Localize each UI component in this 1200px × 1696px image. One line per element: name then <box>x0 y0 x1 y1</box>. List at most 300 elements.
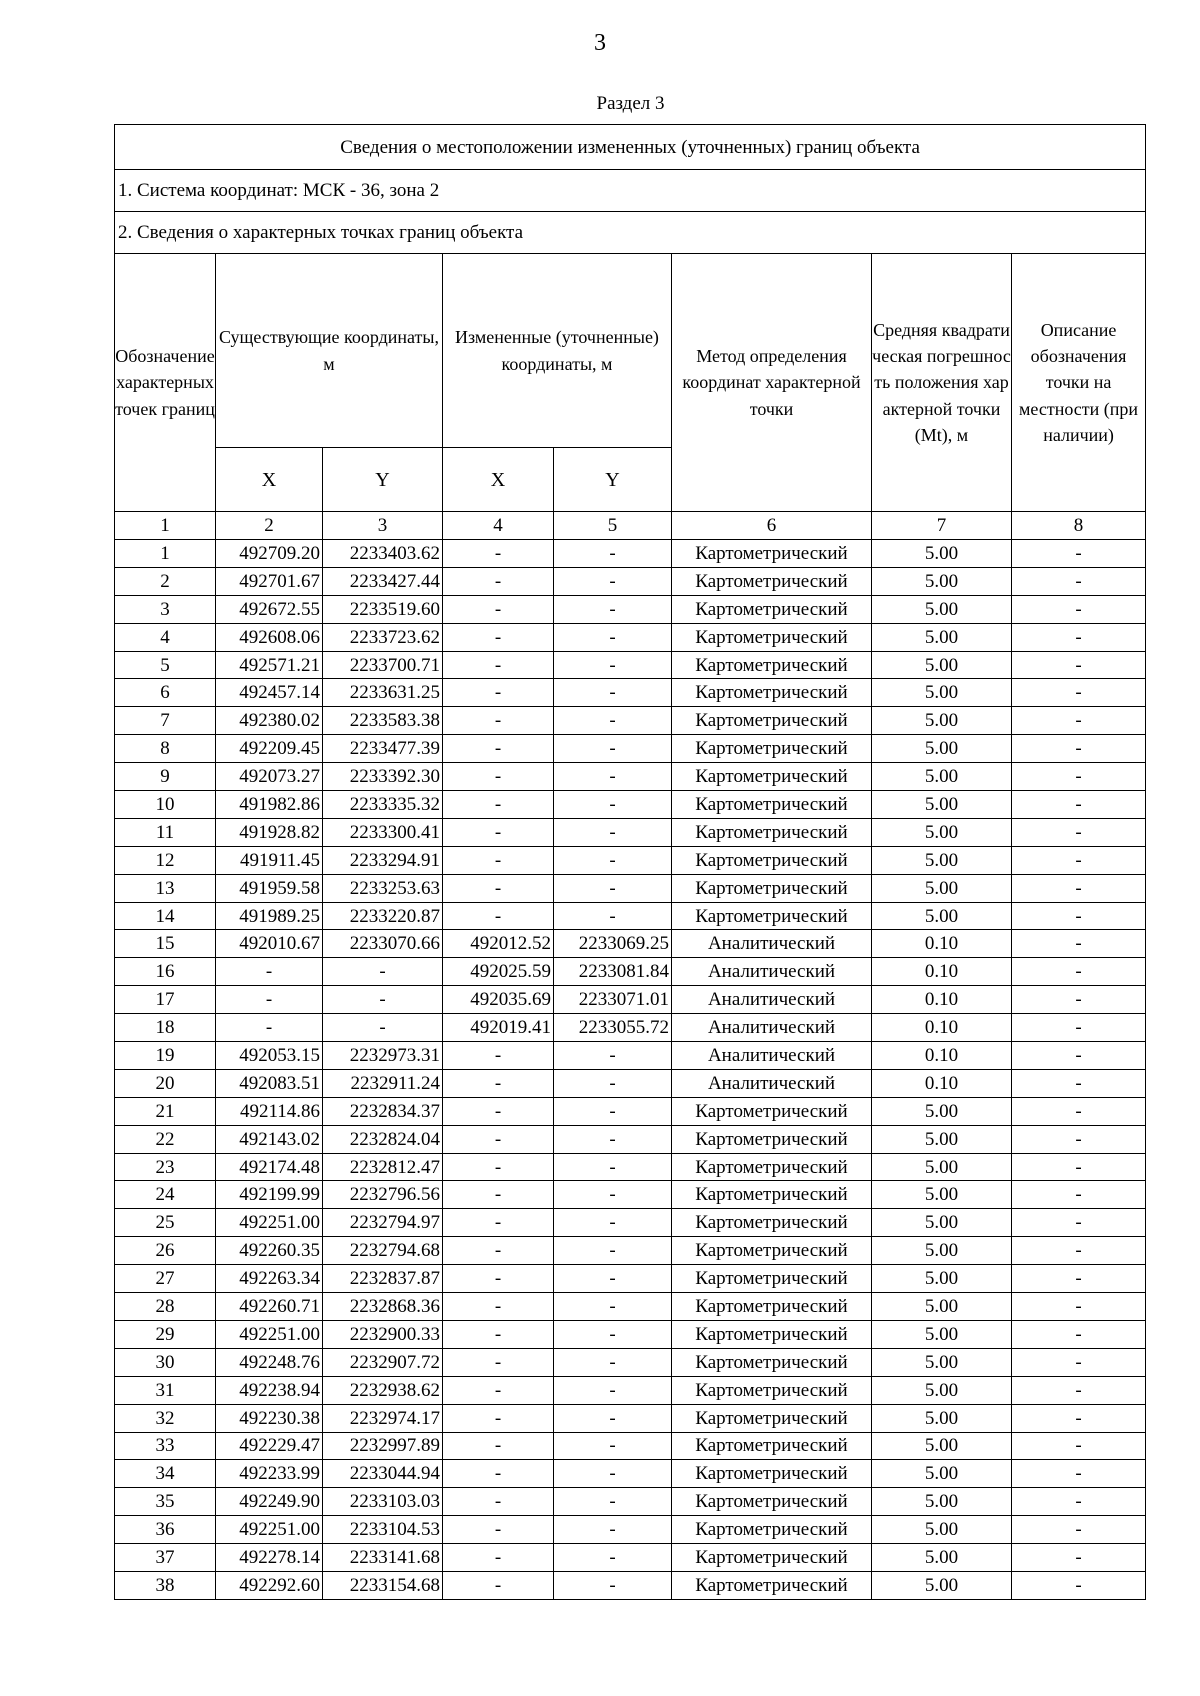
method-cell: Картометрический <box>672 1460 872 1488</box>
table-body <box>115 125 1146 540</box>
method-cell: Картометрический <box>672 1181 872 1209</box>
changed-y-cell: - <box>554 1042 672 1070</box>
point-number-cell: 5 <box>115 651 216 679</box>
table-row <box>115 958 1146 986</box>
column-number: 5 <box>554 512 672 540</box>
existing-y-cell: 2232794.97 <box>323 1209 443 1237</box>
column-number: 2 <box>216 512 323 540</box>
mean-error-cell: 5.00 <box>872 1320 1012 1348</box>
table-row <box>115 1488 1146 1516</box>
changed-x-cell: - <box>443 1181 554 1209</box>
changed-y-cell: - <box>554 595 672 623</box>
changed-x-cell: - <box>443 1432 554 1460</box>
description-cell: - <box>1012 567 1146 595</box>
description-cell: - <box>1012 1097 1146 1125</box>
method-cell: Картометрический <box>672 1320 872 1348</box>
description-cell: - <box>1012 791 1146 819</box>
table-row <box>115 1348 1146 1376</box>
changed-y-cell: - <box>554 735 672 763</box>
changed-x-cell: - <box>443 707 554 735</box>
point-number-cell: 30 <box>115 1348 216 1376</box>
existing-x-cell: 492248.76 <box>216 1348 323 1376</box>
existing-y-cell: 2233519.60 <box>323 595 443 623</box>
header-method: Метод определения координат характерной точки <box>672 254 872 512</box>
column-number: 1 <box>115 512 216 540</box>
method-cell: Картометрический <box>672 874 872 902</box>
mean-error-cell: 5.00 <box>872 595 1012 623</box>
description-cell: - <box>1012 958 1146 986</box>
description-cell: - <box>1012 818 1146 846</box>
method-cell: Аналитический <box>672 1014 872 1042</box>
mean-error-cell: 5.00 <box>872 874 1012 902</box>
existing-x-cell: 492083.51 <box>216 1069 323 1097</box>
changed-x-cell: - <box>443 1153 554 1181</box>
changed-x-cell: - <box>443 1544 554 1572</box>
method-cell: Картометрический <box>672 1432 872 1460</box>
existing-x-cell: - <box>216 986 323 1014</box>
existing-y-cell: 2232812.47 <box>323 1153 443 1181</box>
point-number-cell: 4 <box>115 623 216 651</box>
changed-x-cell: - <box>443 791 554 819</box>
changed-y-cell: - <box>554 1432 672 1460</box>
mean-error-cell: 0.10 <box>872 958 1012 986</box>
changed-x-cell: - <box>443 1097 554 1125</box>
table-row <box>115 763 1146 791</box>
table-row <box>115 818 1146 846</box>
method-cell: Аналитический <box>672 958 872 986</box>
table-title: Сведения о местоположении измененных (уточненных) границ объекта <box>115 125 1146 170</box>
table-row <box>115 1376 1146 1404</box>
point-number-cell: 19 <box>115 1042 216 1070</box>
existing-x-cell: 492249.90 <box>216 1488 323 1516</box>
table-row <box>115 1014 1146 1042</box>
existing-x-cell: 492199.99 <box>216 1181 323 1209</box>
point-number-cell: 24 <box>115 1181 216 1209</box>
table-row <box>115 1125 1146 1153</box>
existing-x-cell: 492380.02 <box>216 707 323 735</box>
mean-error-cell: 5.00 <box>872 1544 1012 1572</box>
description-cell: - <box>1012 1404 1146 1432</box>
table-row <box>115 986 1146 1014</box>
changed-x-cell: - <box>443 1125 554 1153</box>
mean-error-cell: 0.10 <box>872 1014 1012 1042</box>
description-cell: - <box>1012 1153 1146 1181</box>
existing-y-cell: 2233583.38 <box>323 707 443 735</box>
table-row <box>115 1293 1146 1321</box>
mean-error-cell: 5.00 <box>872 1571 1012 1599</box>
point-number-cell: 11 <box>115 818 216 846</box>
existing-x-cell: 491959.58 <box>216 874 323 902</box>
existing-y-cell: 2233427.44 <box>323 567 443 595</box>
method-cell: Аналитический <box>672 986 872 1014</box>
table-row <box>115 707 1146 735</box>
changed-x-cell: - <box>443 1293 554 1321</box>
changed-x-cell: - <box>443 567 554 595</box>
description-cell: - <box>1012 623 1146 651</box>
existing-y-cell: 2233335.32 <box>323 791 443 819</box>
column-numbers-row <box>115 512 1146 540</box>
changed-y-cell: - <box>554 1097 672 1125</box>
description-cell: - <box>1012 1516 1146 1544</box>
existing-x-cell: - <box>216 1014 323 1042</box>
existing-x-cell: 492278.14 <box>216 1544 323 1572</box>
method-cell: Картометрический <box>672 763 872 791</box>
existing-y-cell: - <box>323 958 443 986</box>
mean-error-cell: 5.00 <box>872 567 1012 595</box>
mean-error-cell: 5.00 <box>872 623 1012 651</box>
existing-y-cell: 2232900.33 <box>323 1320 443 1348</box>
existing-y-cell: 2232997.89 <box>323 1432 443 1460</box>
existing-x-cell: 492209.45 <box>216 735 323 763</box>
changed-x-cell: - <box>443 1348 554 1376</box>
changed-y-cell: - <box>554 1376 672 1404</box>
mean-error-cell: 5.00 <box>872 540 1012 568</box>
table-row <box>115 874 1146 902</box>
point-number-cell: 21 <box>115 1097 216 1125</box>
changed-y-cell: 2233081.84 <box>554 958 672 986</box>
table-row <box>115 1571 1146 1599</box>
existing-y-cell: 2233141.68 <box>323 1544 443 1572</box>
mean-error-cell: 5.00 <box>872 846 1012 874</box>
description-cell: - <box>1012 1488 1146 1516</box>
changed-x-cell: - <box>443 1376 554 1404</box>
changed-x-cell: - <box>443 818 554 846</box>
header-mean-error: Средняя квадратическая погрешность положения характерной точки (Mt), м <box>872 254 1012 512</box>
point-number-cell: 35 <box>115 1488 216 1516</box>
point-number-cell: 10 <box>115 791 216 819</box>
existing-y-cell: 2233723.62 <box>323 623 443 651</box>
mean-error-cell: 0.10 <box>872 930 1012 958</box>
existing-y-cell: 2232907.72 <box>323 1348 443 1376</box>
existing-y-cell: 2232868.36 <box>323 1293 443 1321</box>
header-changed-coordinates: Измененные (уточненные) координаты, м <box>443 254 672 448</box>
table-row <box>115 651 1146 679</box>
changed-y-cell: - <box>554 1265 672 1293</box>
existing-x-cell: 492053.15 <box>216 1042 323 1070</box>
changed-y-cell: - <box>554 707 672 735</box>
existing-y-cell: 2232794.68 <box>323 1237 443 1265</box>
mean-error-cell: 5.00 <box>872 1125 1012 1153</box>
existing-y-cell: 2233403.62 <box>323 540 443 568</box>
changed-x-cell: - <box>443 679 554 707</box>
changed-y-cell: - <box>554 1571 672 1599</box>
existing-x-cell: 492263.34 <box>216 1265 323 1293</box>
changed-y-cell: - <box>554 1209 672 1237</box>
changed-y-cell: - <box>554 1237 672 1265</box>
column-number: 3 <box>323 512 443 540</box>
method-cell: Картометрический <box>672 1516 872 1544</box>
changed-y-cell: - <box>554 846 672 874</box>
changed-y-cell: - <box>554 679 672 707</box>
header-changed-x: X <box>443 448 554 512</box>
existing-y-cell: 2233103.03 <box>323 1488 443 1516</box>
existing-x-cell: 492010.67 <box>216 930 323 958</box>
description-cell: - <box>1012 1544 1146 1572</box>
existing-x-cell: 492701.67 <box>216 567 323 595</box>
table-row <box>115 902 1146 930</box>
point-number-cell: 13 <box>115 874 216 902</box>
existing-x-cell: 492229.47 <box>216 1432 323 1460</box>
point-number-cell: 27 <box>115 1265 216 1293</box>
existing-y-cell: 2233044.94 <box>323 1460 443 1488</box>
header-existing-coordinates: Существующие координаты, м <box>216 254 443 448</box>
description-cell: - <box>1012 1376 1146 1404</box>
method-cell: Картометрический <box>672 1237 872 1265</box>
point-number-cell: 33 <box>115 1432 216 1460</box>
existing-x-cell: 492571.21 <box>216 651 323 679</box>
changed-x-cell: - <box>443 846 554 874</box>
description-cell: - <box>1012 1460 1146 1488</box>
point-number-cell: 12 <box>115 846 216 874</box>
description-cell: - <box>1012 1320 1146 1348</box>
description-cell: - <box>1012 679 1146 707</box>
header-existing-y: Y <box>323 448 443 512</box>
description-cell: - <box>1012 1432 1146 1460</box>
table-row <box>115 595 1146 623</box>
method-cell: Картометрический <box>672 902 872 930</box>
changed-x-cell: - <box>443 623 554 651</box>
method-cell: Картометрический <box>672 567 872 595</box>
header-existing-x: X <box>216 448 323 512</box>
changed-y-cell: - <box>554 1181 672 1209</box>
changed-y-cell: - <box>554 1069 672 1097</box>
existing-y-cell: 2233104.53 <box>323 1516 443 1544</box>
mean-error-cell: 5.00 <box>872 1293 1012 1321</box>
point-number-cell: 2 <box>115 567 216 595</box>
existing-y-cell: 2232973.31 <box>323 1042 443 1070</box>
existing-x-cell: 492114.86 <box>216 1097 323 1125</box>
changed-y-cell: - <box>554 1544 672 1572</box>
existing-x-cell: 491982.86 <box>216 791 323 819</box>
mean-error-cell: 5.00 <box>872 1209 1012 1237</box>
point-number-cell: 16 <box>115 958 216 986</box>
changed-x-cell: - <box>443 595 554 623</box>
changed-y-cell: - <box>554 763 672 791</box>
table-row <box>115 1320 1146 1348</box>
existing-x-cell: 492143.02 <box>216 1125 323 1153</box>
mean-error-cell: 5.00 <box>872 902 1012 930</box>
existing-x-cell: 492230.38 <box>216 1404 323 1432</box>
mean-error-cell: 5.00 <box>872 1516 1012 1544</box>
header-point-designation: Обозначение характерных точек границ <box>115 254 216 512</box>
mean-error-cell: 5.00 <box>872 735 1012 763</box>
existing-y-cell: 2232824.04 <box>323 1125 443 1153</box>
table-row <box>115 1432 1146 1460</box>
mean-error-cell: 5.00 <box>872 651 1012 679</box>
mean-error-cell: 5.00 <box>872 763 1012 791</box>
mean-error-cell: 0.10 <box>872 986 1012 1014</box>
table-row <box>115 623 1146 651</box>
changed-y-cell: - <box>554 1153 672 1181</box>
point-number-cell: 32 <box>115 1404 216 1432</box>
table-row <box>115 735 1146 763</box>
mean-error-cell: 5.00 <box>872 1348 1012 1376</box>
method-cell: Аналитический <box>672 1042 872 1070</box>
method-cell: Картометрический <box>672 818 872 846</box>
point-number-cell: 8 <box>115 735 216 763</box>
point-number-cell: 18 <box>115 1014 216 1042</box>
description-cell: - <box>1012 1237 1146 1265</box>
point-number-cell: 22 <box>115 1125 216 1153</box>
description-cell: - <box>1012 1014 1146 1042</box>
table-row <box>115 930 1146 958</box>
changed-x-cell: - <box>443 735 554 763</box>
mean-error-cell: 0.10 <box>872 1069 1012 1097</box>
changed-y-cell: - <box>554 623 672 651</box>
description-cell: - <box>1012 1069 1146 1097</box>
method-cell: Картометрический <box>672 846 872 874</box>
existing-y-cell: 2232834.37 <box>323 1097 443 1125</box>
point-number-cell: 28 <box>115 1293 216 1321</box>
changed-x-cell: - <box>443 874 554 902</box>
existing-y-cell: 2232911.24 <box>323 1069 443 1097</box>
existing-y-cell: 2233220.87 <box>323 902 443 930</box>
changed-y-cell: - <box>554 1293 672 1321</box>
method-cell: Картометрический <box>672 595 872 623</box>
existing-x-cell: 492073.27 <box>216 763 323 791</box>
coordinate-system: 1. Система координат: МСК - 36, зона 2 <box>115 170 1146 212</box>
point-number-cell: 34 <box>115 1460 216 1488</box>
table-row <box>115 1404 1146 1432</box>
mean-error-cell: 5.00 <box>872 1376 1012 1404</box>
description-cell: - <box>1012 1181 1146 1209</box>
method-cell: Картометрический <box>672 1097 872 1125</box>
point-number-cell: 25 <box>115 1209 216 1237</box>
point-number-cell: 15 <box>115 930 216 958</box>
mean-error-cell: 5.00 <box>872 1460 1012 1488</box>
point-number-cell: 38 <box>115 1571 216 1599</box>
mean-error-cell: 5.00 <box>872 679 1012 707</box>
changed-y-cell: - <box>554 567 672 595</box>
existing-y-cell: 2233070.66 <box>323 930 443 958</box>
description-cell: - <box>1012 1042 1146 1070</box>
section-label: Раздел 3 <box>596 93 665 114</box>
mean-error-cell: 5.00 <box>872 707 1012 735</box>
existing-x-cell: 492292.60 <box>216 1571 323 1599</box>
changed-y-cell: - <box>554 818 672 846</box>
point-number-cell: 9 <box>115 763 216 791</box>
method-cell: Картометрический <box>672 623 872 651</box>
existing-y-cell: 2233154.68 <box>323 1571 443 1599</box>
changed-x-cell: - <box>443 1237 554 1265</box>
method-cell: Картометрический <box>672 1404 872 1432</box>
point-number-cell: 37 <box>115 1544 216 1572</box>
description-cell: - <box>1012 540 1146 568</box>
table-row <box>115 540 1146 568</box>
description-cell: - <box>1012 846 1146 874</box>
changed-y-cell: - <box>554 1125 672 1153</box>
method-cell: Картометрический <box>672 1544 872 1572</box>
existing-y-cell: 2232796.56 <box>323 1181 443 1209</box>
existing-x-cell: 492251.00 <box>216 1209 323 1237</box>
method-cell: Картометрический <box>672 1571 872 1599</box>
header-changed-y: Y <box>554 448 672 512</box>
point-number-cell: 23 <box>115 1153 216 1181</box>
existing-y-cell: 2233300.41 <box>323 818 443 846</box>
method-cell: Картометрический <box>672 651 872 679</box>
changed-y-cell: - <box>554 1348 672 1376</box>
table-row <box>115 846 1146 874</box>
existing-x-cell: 492260.35 <box>216 1237 323 1265</box>
existing-y-cell: 2233253.63 <box>323 874 443 902</box>
description-cell: - <box>1012 930 1146 958</box>
changed-x-cell: - <box>443 1460 554 1488</box>
method-cell: Картометрический <box>672 1348 872 1376</box>
changed-x-cell: - <box>443 1516 554 1544</box>
table-row <box>115 791 1146 819</box>
mean-error-cell: 5.00 <box>872 1153 1012 1181</box>
point-number-cell: 17 <box>115 986 216 1014</box>
method-cell: Картометрический <box>672 791 872 819</box>
point-number-cell: 31 <box>115 1376 216 1404</box>
changed-x-cell: - <box>443 1069 554 1097</box>
description-cell: - <box>1012 902 1146 930</box>
mean-error-cell: 5.00 <box>872 1432 1012 1460</box>
description-cell: - <box>1012 651 1146 679</box>
column-number: 6 <box>672 512 872 540</box>
changed-x-cell: - <box>443 540 554 568</box>
description-cell: - <box>1012 1125 1146 1153</box>
point-number-cell: 7 <box>115 707 216 735</box>
column-number: 7 <box>872 512 1012 540</box>
point-number-cell: 36 <box>115 1516 216 1544</box>
existing-y-cell: - <box>323 1014 443 1042</box>
description-cell: - <box>1012 595 1146 623</box>
table-row <box>115 1516 1146 1544</box>
point-number-cell: 6 <box>115 679 216 707</box>
existing-x-cell: - <box>216 958 323 986</box>
changed-y-cell: 2233055.72 <box>554 1014 672 1042</box>
existing-y-cell: - <box>323 986 443 1014</box>
changed-x-cell: - <box>443 1042 554 1070</box>
table-row <box>115 679 1146 707</box>
changed-y-cell: - <box>554 1460 672 1488</box>
method-cell: Аналитический <box>672 930 872 958</box>
changed-y-cell: 2233069.25 <box>554 930 672 958</box>
point-number-cell: 14 <box>115 902 216 930</box>
page-number: 3 <box>594 30 606 56</box>
method-cell: Картометрический <box>672 1265 872 1293</box>
table-row <box>115 1237 1146 1265</box>
changed-x-cell: 492025.59 <box>443 958 554 986</box>
description-cell: - <box>1012 1348 1146 1376</box>
mean-error-cell: 5.00 <box>872 818 1012 846</box>
existing-y-cell: 2232974.17 <box>323 1404 443 1432</box>
column-number: 8 <box>1012 512 1146 540</box>
method-cell: Картометрический <box>672 735 872 763</box>
existing-x-cell: 492174.48 <box>216 1153 323 1181</box>
description-cell: - <box>1012 735 1146 763</box>
existing-y-cell: 2233631.25 <box>323 679 443 707</box>
header-description: Описание обозначения точки на местности (при наличии) <box>1012 254 1146 512</box>
data-rows <box>115 540 1146 1600</box>
existing-x-cell: 492233.99 <box>216 1460 323 1488</box>
existing-x-cell: 492672.55 <box>216 595 323 623</box>
changed-x-cell: - <box>443 1571 554 1599</box>
existing-y-cell: 2232938.62 <box>323 1376 443 1404</box>
description-cell: - <box>1012 763 1146 791</box>
description-cell: - <box>1012 874 1146 902</box>
mean-error-cell: 5.00 <box>872 1237 1012 1265</box>
description-cell: - <box>1012 986 1146 1014</box>
table-row <box>115 1097 1146 1125</box>
changed-x-cell: - <box>443 1488 554 1516</box>
description-cell: - <box>1012 1293 1146 1321</box>
point-number-cell: 1 <box>115 540 216 568</box>
point-number-cell: 29 <box>115 1320 216 1348</box>
changed-x-cell: - <box>443 1404 554 1432</box>
changed-x-cell: - <box>443 1209 554 1237</box>
